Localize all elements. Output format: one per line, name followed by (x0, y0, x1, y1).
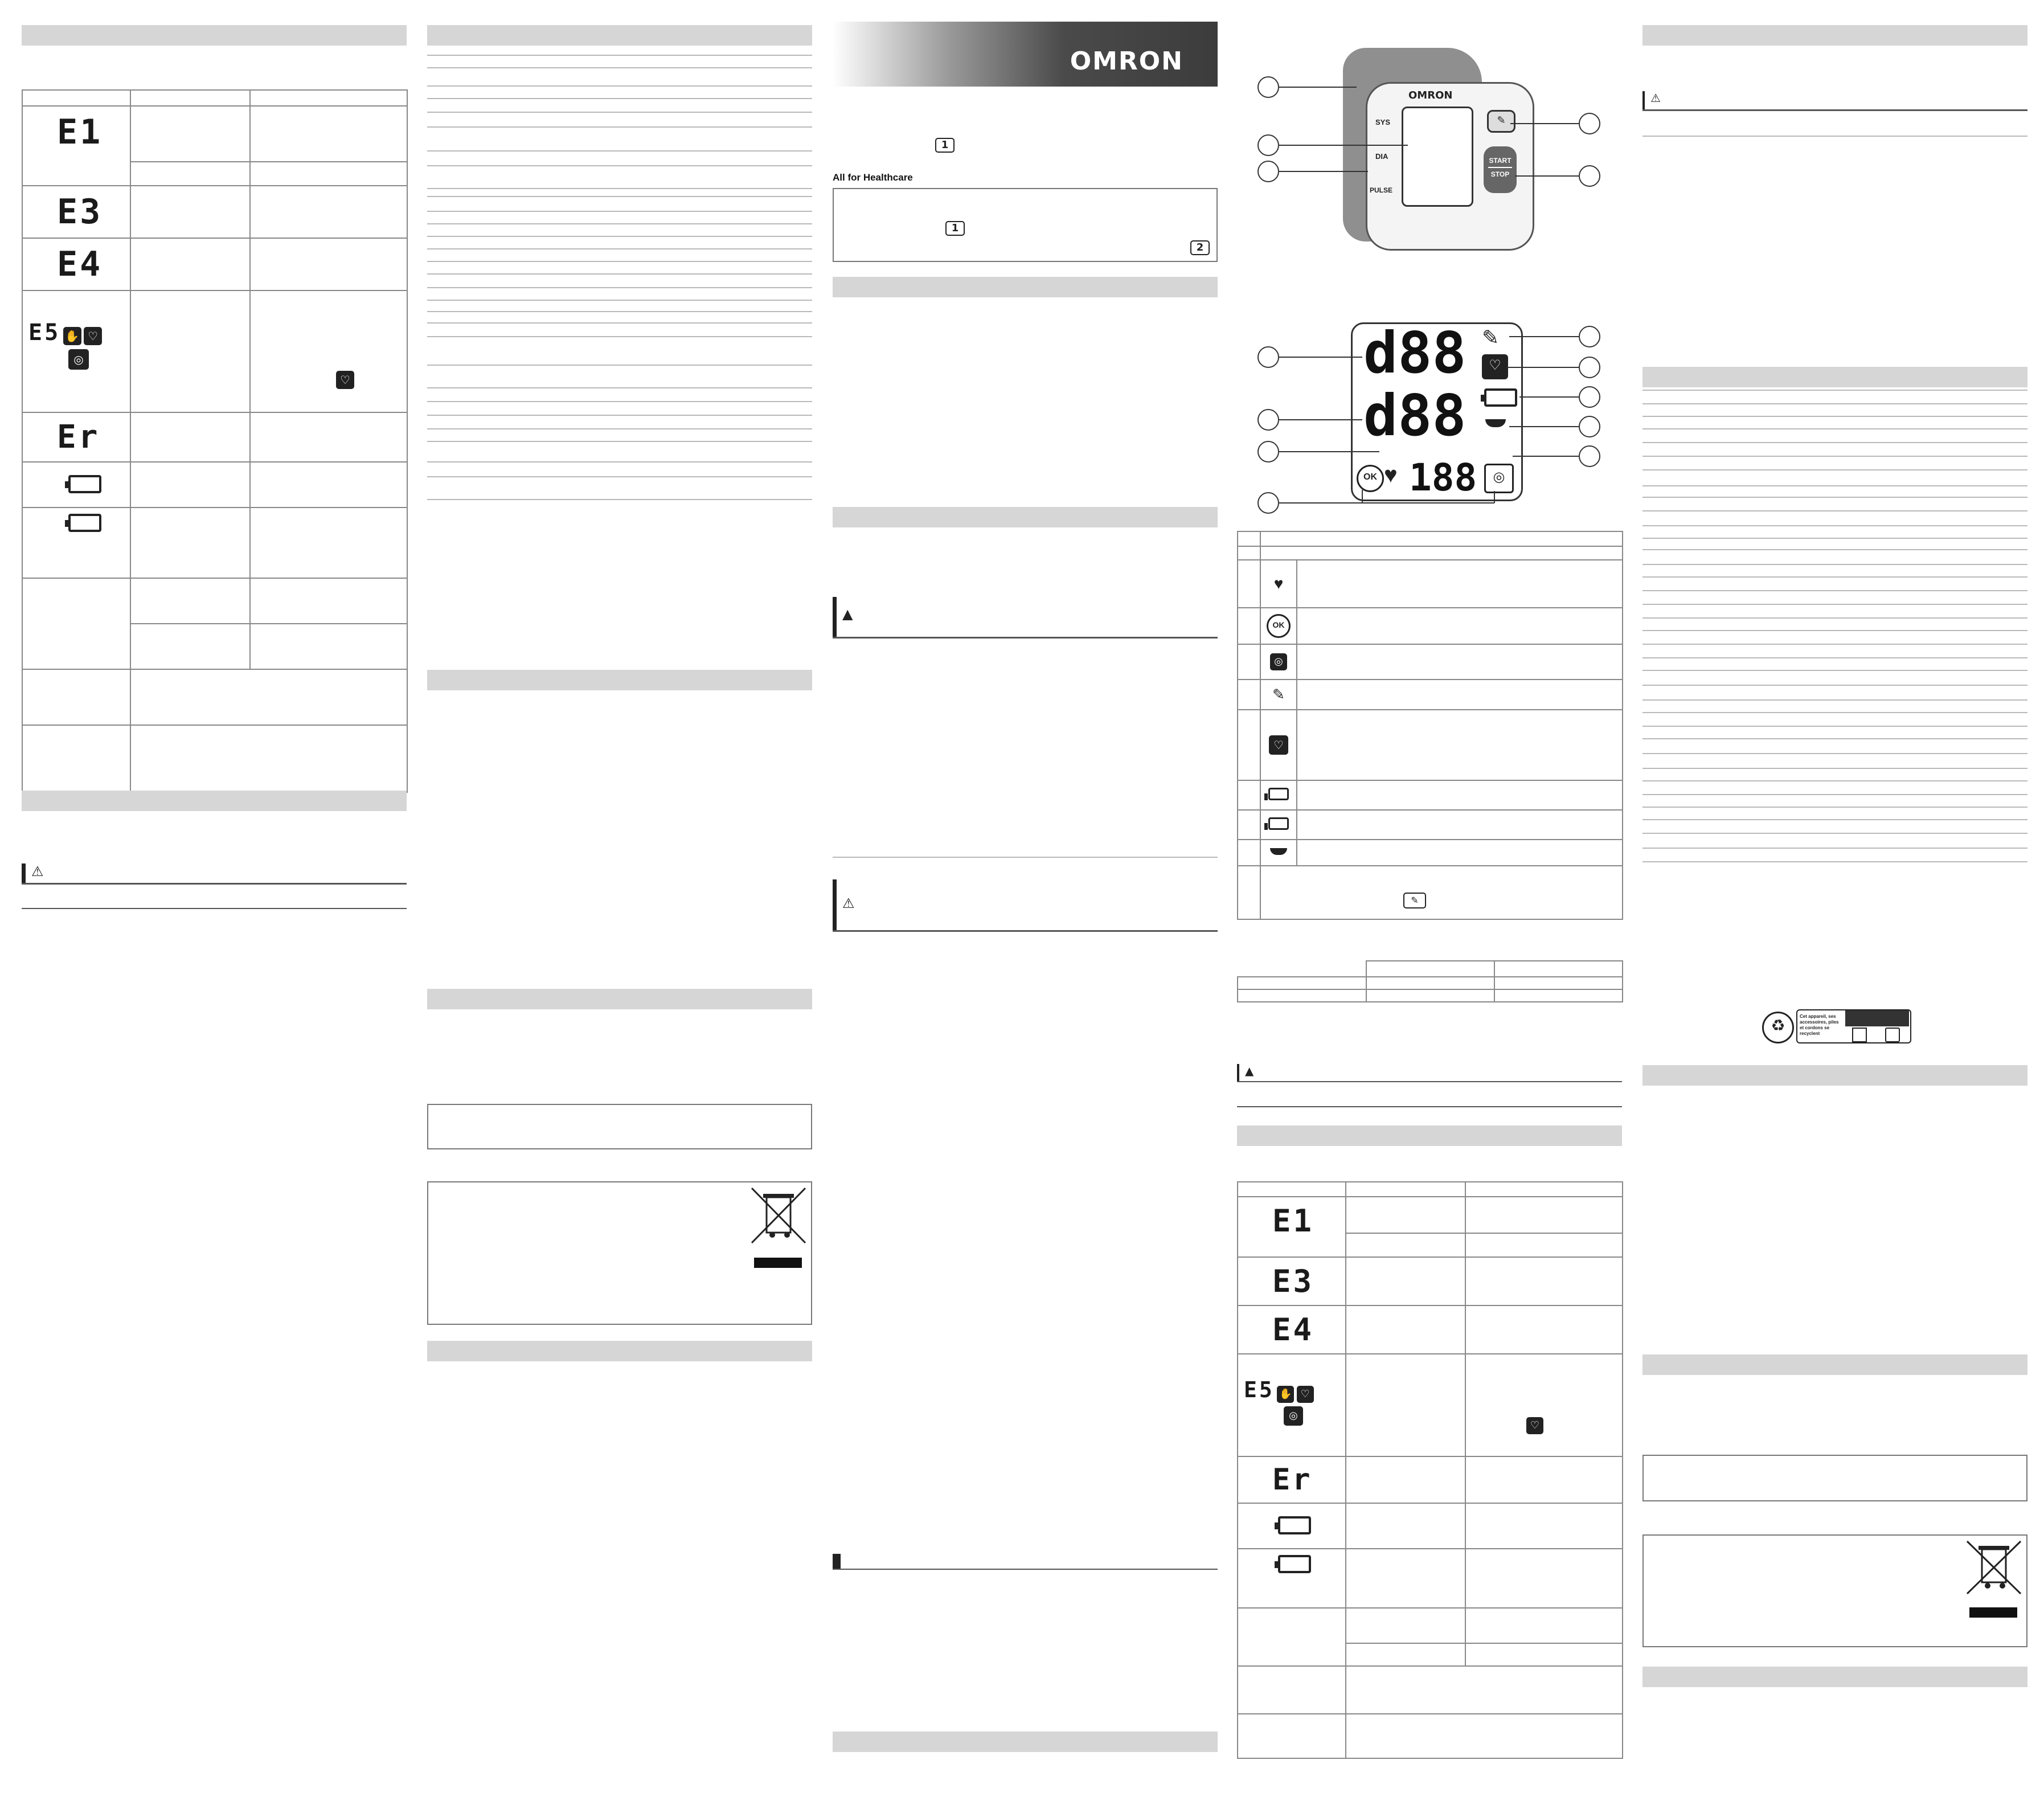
table-rule (427, 236, 812, 237)
notice-box (427, 1104, 812, 1149)
table-rule (1642, 699, 2027, 701)
error-code-e1: E1 (1272, 1203, 1314, 1239)
triman-recycling-logo (1762, 1009, 1910, 1047)
table-rule (427, 428, 812, 429)
divider (22, 883, 407, 885)
table-rule (1642, 726, 2027, 727)
table-rule (1642, 469, 2027, 470)
divider (22, 908, 407, 909)
recycling-text: Cet appareil, ses accessoires, piles et cordons se recyclent (1800, 1014, 1839, 1036)
divider (1642, 136, 2027, 137)
table-rule (427, 273, 812, 275)
section-header-bar (427, 1341, 812, 1361)
divider (1237, 1081, 1622, 1082)
caution-icon: ⚠ (842, 895, 855, 911)
table-rule (1642, 403, 2027, 404)
label-pulse: PULSE (1370, 186, 1393, 194)
caution-icon: ⚠ (1650, 91, 1661, 105)
table-rule (1642, 564, 2027, 565)
table-rule (1642, 390, 2027, 391)
lcd-callout-lines (1237, 319, 1622, 513)
cuff-wrap-icon: ✋ (1277, 1386, 1294, 1403)
table-rule (1642, 644, 2027, 645)
memory-button[interactable]: ✎ (1487, 110, 1515, 133)
table-rule (1642, 485, 2027, 486)
table-rule (1642, 538, 2027, 539)
step-badge: 1 (935, 138, 955, 153)
callout-lines (1237, 28, 1622, 256)
section-header-bar (427, 670, 812, 690)
table-rule (427, 261, 812, 262)
heart-icon: ♡ (336, 371, 354, 389)
table-rule (1642, 670, 2027, 671)
error-code-e3: E3 (57, 192, 103, 232)
symbol-table (1237, 531, 1623, 920)
section-header-bar (427, 989, 812, 1009)
table-rule (1642, 794, 2027, 795)
table-rule (427, 67, 812, 68)
stop-label: STOP (1488, 167, 1512, 178)
device-illustration (1237, 28, 1622, 256)
disposal-box (427, 1181, 812, 1325)
pulse-heart-icon: ♥ (1273, 575, 1284, 592)
lcd-position-icon: ◎ (1484, 464, 1514, 493)
table-rule (1642, 712, 2027, 713)
table-rule (427, 365, 812, 366)
lcd-sys-digits: d88 (1363, 320, 1467, 386)
table-rule (1642, 456, 2027, 457)
lcd-heart-icon: ♥ (1384, 463, 1398, 488)
section-header-bar (22, 25, 407, 46)
table-rule (1642, 576, 2027, 578)
error-code-e1: E1 (57, 112, 103, 152)
divider (833, 1569, 1218, 1570)
error-code-e5: E5 (1244, 1377, 1275, 1402)
table-rule (1642, 848, 2027, 849)
section-header-bar (833, 277, 1218, 297)
cuff-wrap-icon: ✋ (63, 327, 81, 345)
table-rule (427, 188, 812, 189)
warning-icon: ▲ (842, 606, 853, 622)
table-rule (427, 322, 812, 324)
heart-icon: ♡ (84, 327, 102, 345)
table-rule (427, 211, 812, 212)
warning-heading (833, 597, 1222, 638)
table-rule (427, 287, 812, 288)
table-rule (427, 85, 812, 87)
battery-empty-icon (68, 514, 101, 532)
table-rule (1642, 833, 2027, 834)
position-indicator-icon: ◎ (1270, 653, 1287, 670)
disposal-box (1642, 1534, 2027, 1647)
position-indicator-icon: ◎ (1284, 1406, 1303, 1426)
section-header-bar (833, 1732, 1218, 1752)
table-rule (1642, 416, 2027, 417)
device-brand: OMRON (1408, 89, 1453, 101)
intro-box (833, 188, 1218, 262)
table-rule (1642, 604, 2027, 605)
battery-empty-icon (1278, 1555, 1311, 1573)
table-rule (427, 499, 812, 500)
section-header-bar (1642, 1667, 2027, 1687)
table-rule (427, 223, 812, 224)
memory-icon: ✎ (1272, 686, 1285, 703)
table-rule (427, 55, 812, 56)
divider (1642, 109, 2027, 111)
crossed-bin-icon (747, 1184, 810, 1252)
battery-low-icon (1268, 788, 1289, 800)
battery-low-icon (68, 475, 101, 493)
disposal-black-bar (754, 1258, 802, 1268)
lcd-ok-icon: OK (1357, 465, 1384, 492)
divider (833, 637, 1218, 639)
table-rule (427, 336, 812, 337)
table-rule (427, 461, 812, 463)
table-rule (427, 126, 812, 128)
table-rule (1642, 510, 2027, 511)
table-rule (1642, 753, 2027, 754)
disposal-black-bar (1969, 1607, 2017, 1618)
table-rule (427, 98, 812, 99)
lcd-memory-icon: ✎ (1482, 326, 1500, 349)
lcd-irregular-icon: ♡ (1482, 354, 1508, 379)
column-1 (22, 0, 407, 1809)
lcd-dia-digits: d88 (1363, 382, 1467, 449)
start-label: START (1489, 157, 1512, 165)
table-rule (427, 112, 812, 113)
recycling-dark-panel (1845, 1010, 1909, 1026)
table-rule (427, 300, 812, 301)
brand-banner (833, 22, 1218, 87)
caution-heading (22, 863, 411, 884)
section-header-bar (1237, 1125, 1622, 1146)
recycling-bin-icon (1885, 1028, 1900, 1042)
table-rule (427, 311, 812, 312)
table-rule (1642, 630, 2027, 631)
table-rule (1642, 442, 2027, 443)
step-badge: 1 (945, 221, 965, 236)
crossed-bin-icon (1963, 1537, 2025, 1599)
table-rule (1642, 549, 2027, 550)
section-header-bar (427, 25, 812, 46)
summary-table (1237, 960, 1623, 1002)
warning-heading (1237, 1064, 1624, 1081)
table-rule (1642, 590, 2027, 591)
label-sys: SYS (1375, 118, 1391, 126)
section-header-bar (1642, 367, 2027, 387)
table-rule (1642, 780, 2027, 781)
table-rule (427, 196, 812, 197)
table-rule (1642, 525, 2027, 526)
heart-icon: ♡ (1526, 1417, 1543, 1434)
table-rule (1642, 497, 2027, 498)
table-rule (427, 165, 812, 166)
divider (833, 930, 1218, 932)
lcd-pulse-digits: 188 (1409, 456, 1477, 500)
table-rule (427, 476, 812, 477)
table-rule (427, 415, 812, 416)
table-rule (1642, 617, 2027, 619)
table-rule (1642, 819, 2027, 820)
table-rule (427, 441, 812, 442)
error-code-er: Er (57, 419, 100, 456)
heart-icon: ♡ (1297, 1386, 1314, 1403)
table-rule (427, 387, 812, 388)
table-rule (1642, 807, 2027, 808)
error-code-e4: E4 (1272, 1312, 1314, 1348)
error-table-2 (1237, 1181, 1623, 1759)
lcd-diagram (1237, 319, 1622, 513)
table-rule (1642, 657, 2027, 658)
divider (833, 857, 1218, 858)
error-code-cell (22, 106, 130, 186)
error-table (22, 89, 408, 793)
notice-box (1642, 1455, 2027, 1501)
caution-heading (833, 879, 1222, 932)
section-header-bar (833, 507, 1218, 527)
deflate-icon (1270, 848, 1287, 855)
step-badge: 2 (1190, 240, 1210, 255)
error-code-e5: E5 (28, 320, 61, 346)
triman-icon: ♻ (1762, 1012, 1794, 1043)
table-rule (427, 150, 812, 152)
table-rule (1642, 768, 2027, 769)
caution-heading (1642, 91, 2030, 110)
section-header-bar (1642, 1354, 2027, 1375)
ok-icon: OK (1267, 614, 1291, 638)
table-rule (1642, 861, 2027, 862)
brand-tagline: All for Healthcare (833, 172, 913, 183)
table-rule (1642, 428, 2027, 429)
divider (1237, 1106, 1622, 1107)
table-rule (427, 248, 812, 249)
caution-icon: ⚠ (31, 863, 44, 879)
brand-logo: OMRON (1070, 47, 1183, 76)
column-5 (1642, 0, 2027, 1809)
recycling-box-icon (1852, 1028, 1867, 1042)
section-header-bar (1642, 1065, 2027, 1086)
recycling-panel (1796, 1009, 1911, 1043)
irregular-heartbeat-icon: ♡ (1269, 735, 1288, 755)
table-rule (1642, 738, 2027, 739)
battery-low-icon (1278, 1516, 1311, 1534)
error-code-er: Er (1272, 1463, 1313, 1497)
label-dia: DIA (1375, 152, 1388, 161)
memory-button-icon: ✎ (1403, 893, 1426, 908)
error-code-e4: E4 (57, 244, 103, 284)
section-header-bar (1642, 25, 2027, 46)
column-2 (427, 0, 812, 1809)
position-indicator-icon: ◎ (68, 349, 89, 370)
table-rule (1642, 685, 2027, 686)
error-code-e3: E3 (1272, 1263, 1314, 1299)
note-heading (833, 1554, 1226, 1570)
section-header-bar (22, 791, 407, 811)
warning-icon: ▲ (1245, 1064, 1254, 1078)
column-3 (833, 0, 1218, 1809)
column-4 (1237, 0, 1622, 1809)
battery-empty-icon (1268, 817, 1289, 830)
table-rule (427, 401, 812, 402)
